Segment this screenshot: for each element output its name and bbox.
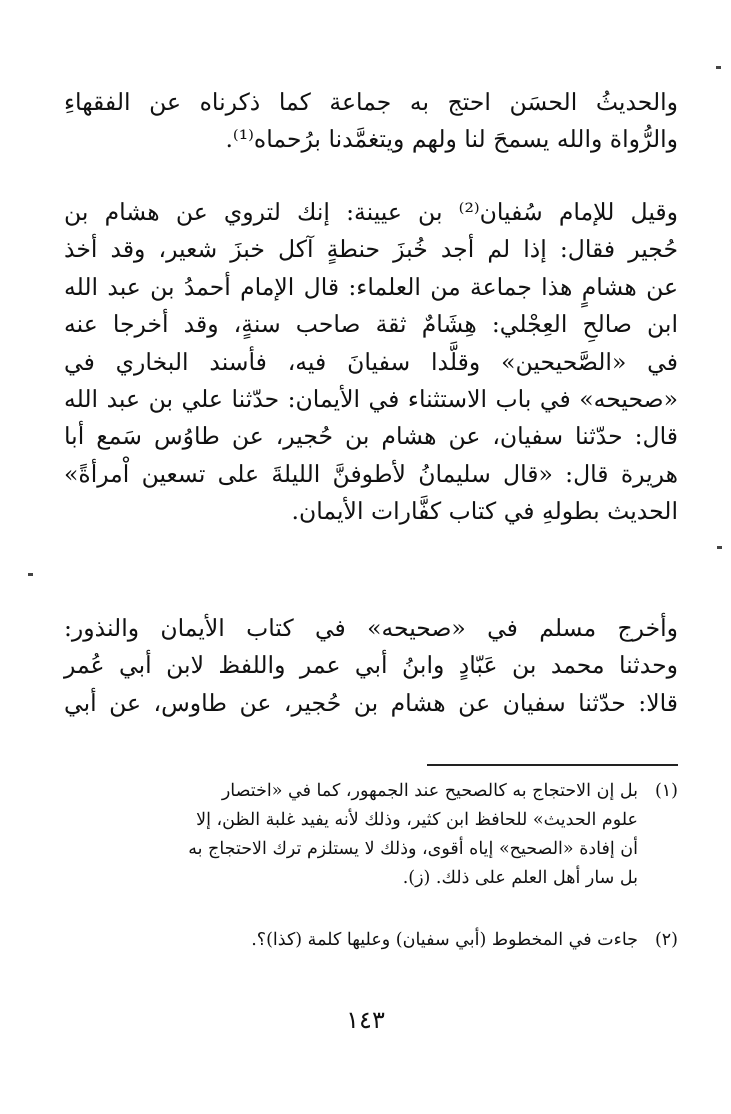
margin-mark	[716, 66, 721, 69]
footnote-text	[64, 777, 638, 893]
text-line: قال: حدّثنا سفيان، عن هشام بن حُجير، عن طاوُس سَمع أبا	[64, 422, 678, 451]
footnote-text	[64, 926, 638, 955]
text-line: «صحيحه» في باب الاستثناء في الأيمان: حدّثنا علي بن عبد الله	[64, 384, 678, 413]
margin-mark	[717, 546, 722, 549]
paragraph-1	[64, 84, 678, 159]
footnote-2	[64, 926, 678, 955]
footnote-number: (٢)	[654, 930, 678, 950]
text-line: وقيل للإمام سُفيان⁽²⁾ بن عيينة: إنك لتروي عن هشام بن	[64, 198, 679, 226]
text-line: الحديث بطولهِ في كتاب كفَّارات الأيمان.	[291, 497, 678, 526]
text-line: عن هشامٍ هذا جماعة من العلماء: قال الإمام أحمدُ بن عبد الله	[64, 272, 678, 301]
text-line: هريرة قال: «قال سليمانُ لأطوفنَّ الليلةَ على تسعين اْمرأةً»	[64, 459, 678, 488]
footnote-line: علوم الحديث» للحافظ ابن كثير، وذلك لأنه يفيد غلبة الظن، إلا	[196, 810, 638, 830]
footnote-line: أن إفادة «الصحيح» إياه أقوى، وذلك لا يستلزم ترك الاحتجاج به	[188, 839, 638, 859]
footnote-line: بل سار أهل العلم على ذلك. (ز).	[402, 868, 638, 888]
text-line: والرُّواة والله يسمحَ لنا ولهم ويتغمَّدنا برُحماه⁽¹⁾.	[225, 125, 678, 154]
footnote-line: بل إن الاحتجاج به كالصحيح عند الجمهور، كما في «اختصار	[221, 781, 638, 801]
text-line: قالا: حدّثنا سفيان عن هشام بن حُجير، عن طاوس، عن أبي	[64, 688, 678, 717]
footnote-line: جاءت في المخطوط (أبي سفيان) وعليها كلمة (كذا)؟.	[251, 930, 638, 950]
text-line: وأخرج مسلم في «صحيحه» في كتاب الأيمان والنذور:	[64, 614, 678, 642]
footnote-1	[64, 777, 678, 893]
footnote-number: (١)	[654, 781, 678, 801]
text-line: وحدثنا محمد بن عَبّادٍ وابنُ أبي عمر واللفظ لابن أبي عُمر	[64, 651, 678, 680]
footnote-separator	[427, 764, 678, 766]
paragraph-3	[64, 610, 678, 722]
margin-mark	[28, 573, 33, 576]
text-line: والحديثُ الحسَن احتج به جماعة كما ذكرناه عن الفقهاءِ	[64, 88, 678, 116]
paragraph-2	[64, 194, 678, 531]
text-line: في «الصَّحيحين» وقلَّدا سفيانَ فيه، فأسند البخاري في	[64, 347, 678, 376]
text-line: حُجير فقال: إذا لم أجد خُبزَ حنطةٍ آكل خبزَ شعير، وقد أخذ	[64, 235, 678, 264]
text-line: ابن صالحِ العِجْلي: هِشَامٌ ثقة صاحب سنةٍ، وقد أخرجا عنه	[64, 310, 678, 339]
page-number: ١٤٣	[346, 1006, 385, 1034]
